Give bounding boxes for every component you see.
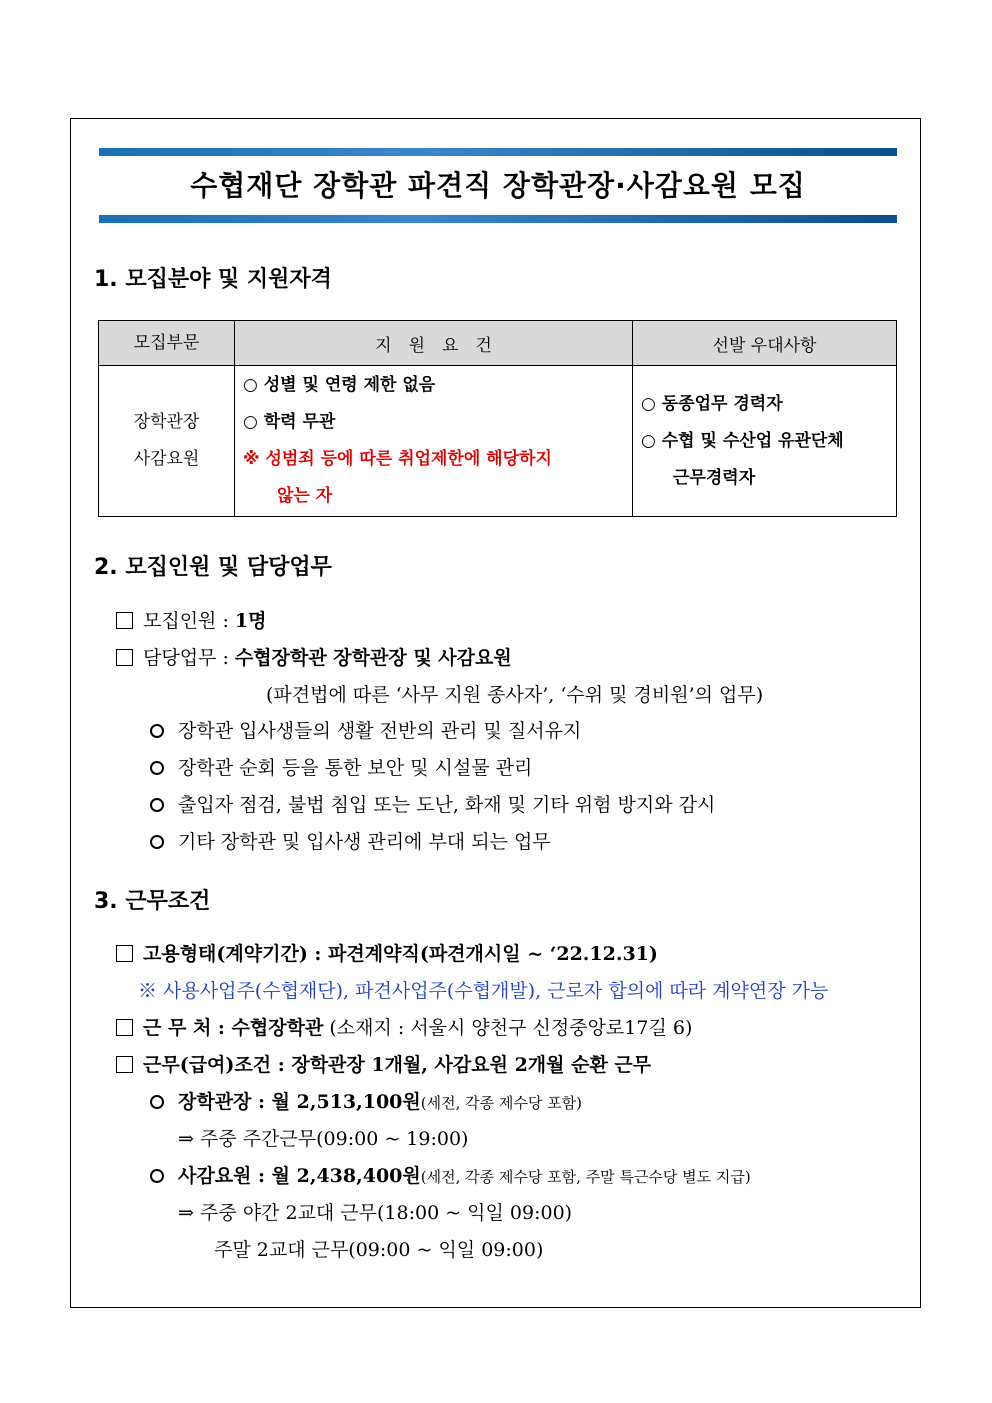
conditions-line [116, 1050, 651, 1077]
duty-note: (파견법에 따른 ‘사무 지원 종사자’, ‘수위 및 경비원’의 업무) [266, 684, 764, 706]
restriction-line-1: ※ 성범죄 등에 따른 취업제한에 해당하지 [243, 449, 552, 469]
preferences-cell [633, 366, 897, 517]
circle-bullet-icon [150, 1169, 164, 1183]
headcount-label: 모집인원 : [143, 610, 229, 632]
section-2-heading: 2. 모집인원 및 담당업무 [94, 555, 332, 580]
header-preferences: 선발 우대사항 [633, 321, 897, 366]
preference-item-cont: 근무경력자 [673, 467, 756, 488]
preference-item: ○ 동종업무 경력자 [641, 393, 783, 414]
section-1-heading: 1. 모집분야 및 지원자격 [94, 267, 332, 292]
table-row [99, 366, 897, 517]
requirement-item: ○ 학력 무관 [243, 412, 336, 432]
workplace-address: (소재지 : 서울시 양천구 신정중앙로17길 6) [329, 1017, 693, 1039]
employment-text: 고용형태(계약기간) : 파견계약직(파견개시일 ~ ‘22.12.31) [143, 943, 658, 965]
director-line [150, 1087, 582, 1114]
circle-bullet-icon [150, 798, 164, 812]
task-text: 장학관 입사생들의 생활 전반의 관리 및 질서유지 [178, 720, 582, 742]
duty-label: 담당업무 : [143, 647, 229, 669]
supervisor-line [150, 1161, 751, 1188]
supervisor-note: (세전, 각종 제수당 포함, 주말 특근수당 별도 지급) [420, 1168, 751, 1186]
preference-item: ○ 수협 및 수산업 유관단체 [641, 430, 844, 451]
header-requirements: 지 원 요 건 [235, 321, 633, 366]
checkbox-icon [116, 1056, 133, 1073]
headcount-line [116, 606, 266, 633]
checkbox-icon [116, 649, 133, 666]
circle-bullet-icon [150, 835, 164, 849]
table-header-row [99, 321, 897, 366]
duty-line [116, 643, 512, 670]
requirements-table [98, 320, 897, 517]
restriction-line-2: 않는 자 [277, 486, 333, 506]
checkbox-icon [116, 945, 133, 962]
conditions-text: 근무(급여)조건 : 장학관장 1개월, 사감요원 2개월 순환 근무 [143, 1054, 652, 1076]
checkbox-icon [116, 1019, 133, 1036]
title-top-bar [99, 148, 897, 156]
duty-value: 수협장학관 장학관장 및 사감요원 [234, 647, 512, 669]
requirement-item: ○ 성별 및 연령 제한 없음 [243, 375, 436, 395]
circle-bullet-icon [150, 1095, 164, 1109]
headcount-value: 1명 [234, 610, 267, 632]
task-item [150, 790, 715, 817]
category-cell [99, 366, 235, 517]
director-label: 장학관장 : 월 2,513,100원 [178, 1091, 421, 1113]
category-line-1: 장학관장 [133, 412, 200, 432]
supervisor-label: 사감요원 : 월 2,438,400원 [178, 1165, 421, 1187]
employment-note: ※ 사용사업주(수협재단), 파견사업주(수협개발), 근로자 합의에 따라 계약연장 가능 [138, 980, 829, 1002]
workplace-line [116, 1013, 692, 1040]
employment-line [116, 939, 658, 966]
checkbox-icon [116, 612, 133, 629]
task-item [150, 716, 581, 743]
task-text: 출입자 점검, 불법 침입 또는 도난, 화재 및 기타 위험 방지와 감시 [178, 794, 716, 816]
supervisor-hours-weekday: ⇒ 주중 야간 2교대 근무(18:00 ~ 익일 09:00) [178, 1202, 573, 1224]
director-note: (세전, 각종 제수당 포함) [420, 1094, 582, 1112]
header-category: 모집부문 [99, 321, 235, 366]
task-item [150, 753, 532, 780]
circle-bullet-icon [150, 761, 164, 775]
requirements-cell [235, 366, 633, 517]
task-text: 장학관 순회 등을 통한 보안 및 시설물 관리 [178, 757, 533, 779]
director-hours: ⇒ 주중 주간근무(09:00 ~ 19:00) [178, 1128, 469, 1150]
supervisor-hours-weekend: 주말 2교대 근무(09:00 ~ 익일 09:00) [214, 1239, 544, 1261]
circle-bullet-icon [150, 724, 164, 738]
workplace-label: 근 무 처 : 수협장학관 [143, 1017, 324, 1039]
task-text: 기타 장학관 및 입사생 관리에 부대 되는 업무 [178, 831, 551, 853]
title-bottom-bar [99, 215, 897, 223]
category-line-2: 사감요원 [133, 449, 200, 469]
section-3-heading: 3. 근무조건 [94, 889, 211, 914]
page-title: 수협재단 장학관 파견직 장학관장·사감요원 모집 [190, 169, 806, 202]
task-item [150, 827, 551, 854]
